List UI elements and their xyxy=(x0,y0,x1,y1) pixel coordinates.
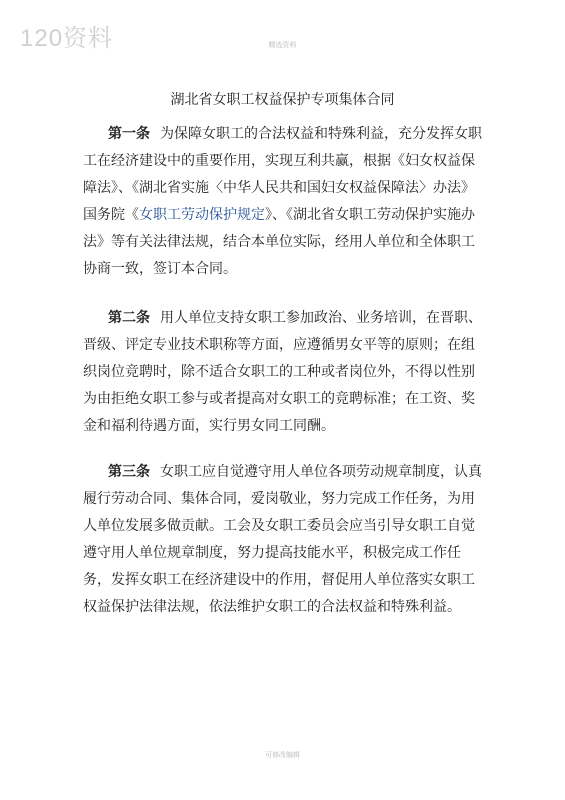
article-1-text-a: 为保障女职工的合法权益和特殊利益，充分发挥女职工在经济建设中的重要作用，实现互利共赢，根据《妇女权益保障法》、《湖北省实施〈中华人民共和国妇女权益保障法〉办法》国务院《 xyxy=(83,126,482,223)
footer-note: 可修改编辑 xyxy=(265,751,300,759)
watermark-logo: 120资料 xyxy=(20,25,114,52)
header-note: 精选资料 xyxy=(268,41,297,49)
article-3 xyxy=(83,459,488,621)
article-1-text-b: 》、《湖北省女职工劳动保护实施办法》等有关法律法规，结合本单位实际，经用人单位和全体职工协商一致，签订本合同。 xyxy=(83,207,475,277)
article-1-label: 第一条 xyxy=(108,126,150,142)
article-2-text: 用人单位支持女职工参加政治、业务培训，在晋职、晋级、评定专业技术职称等方面，应遵循男女平等的原则；在组织岗位竞聘时，除不适合女职工的工种或者岗位外，不得以性别为由拒绝女职工参与或者提高对女职工的竞聘标准；在工资、奖金和福利待遇方面，实行男女同工同酬。 xyxy=(83,310,482,434)
document-title: 湖北省女职工权益保护专项集体合同 xyxy=(170,92,395,108)
article-2-label: 第二条 xyxy=(108,310,150,326)
article-2 xyxy=(83,305,488,440)
article-3-text: 女职工应自觉遵守用人单位各项劳动规章制度，认真履行劳动合同、集体合同，爱岗敬业，努力完成工作任务，为用人单位发展多做贡献。工会及女职工委员会应当引导女职工自觉遵守用人单位规章制度，努力提高技能水平，积极完成工作任务，发挥女职工在经济建设中的作用，督促用人单位落实女职工权益保护法律法规，依法维护女职工的合法权益和特殊利益。 xyxy=(83,464,482,615)
regulation-link[interactable]: 女职工劳动保护规定 xyxy=(139,207,265,223)
article-1 xyxy=(83,121,488,283)
article-3-label: 第三条 xyxy=(108,464,150,480)
